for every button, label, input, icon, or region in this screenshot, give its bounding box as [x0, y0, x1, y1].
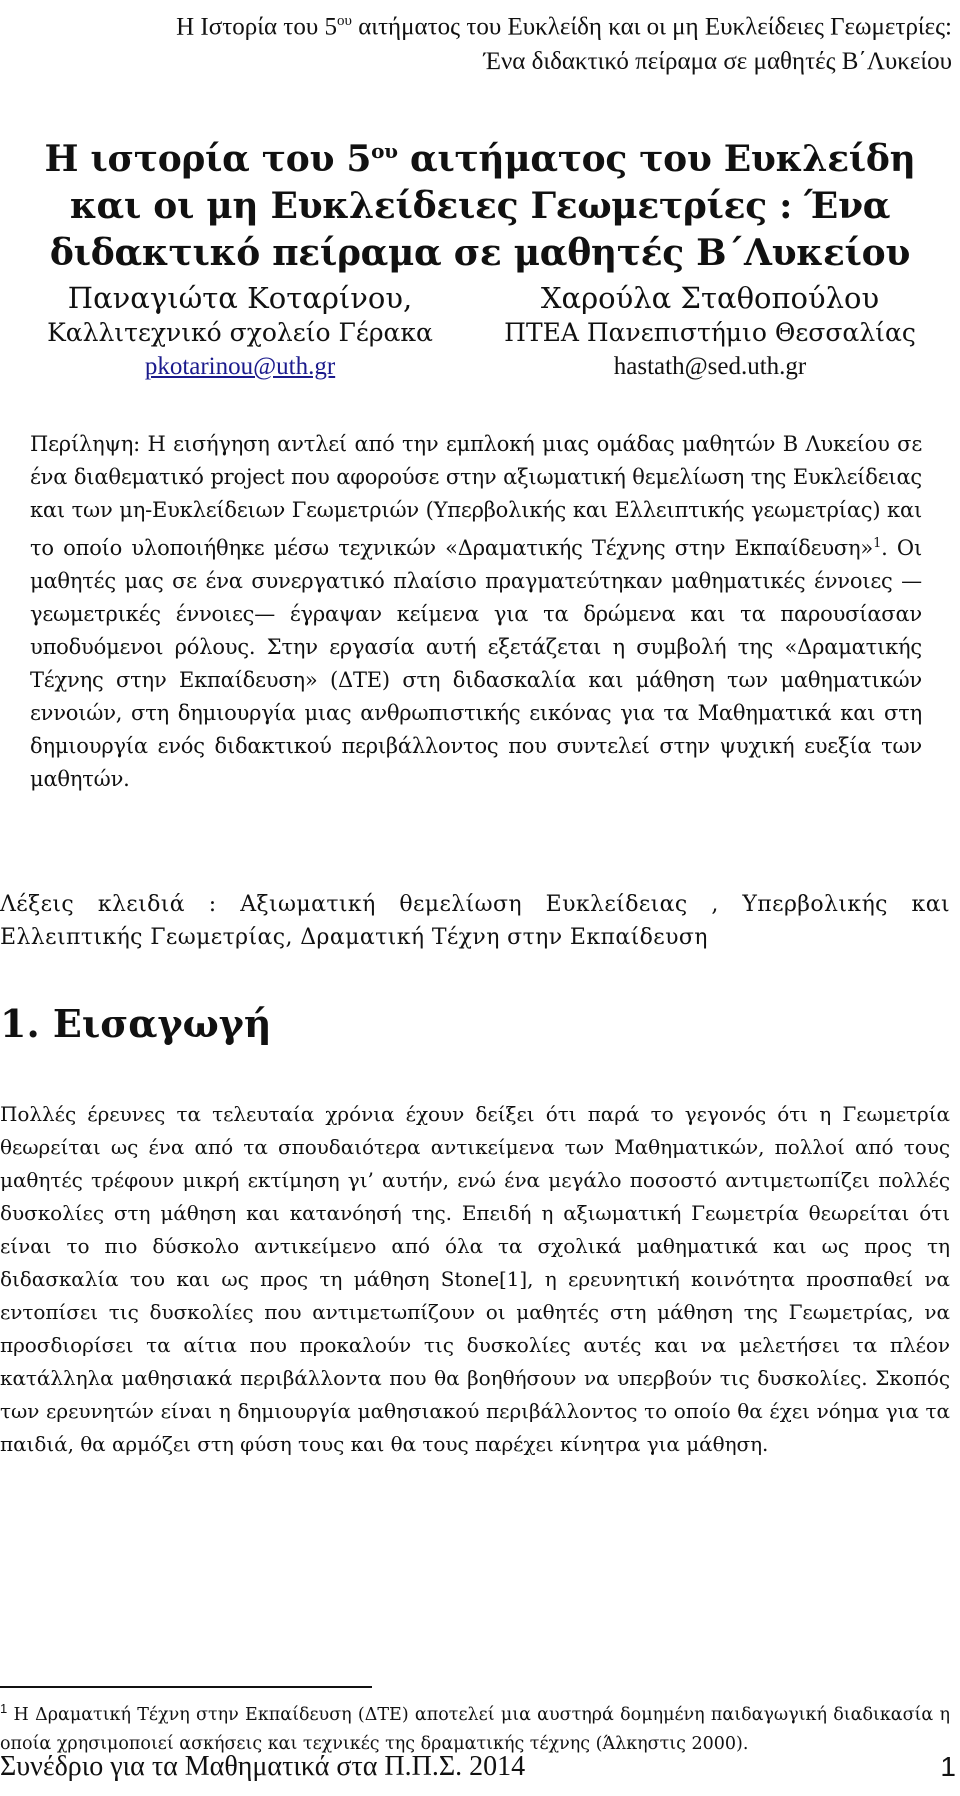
- running-header-line-1: [12, 4, 952, 44]
- footnote-divider: [0, 1686, 372, 1688]
- author-block-1: [20, 280, 460, 384]
- paper-title-text-rest: αιτήματος του Ευκλείδη και οι μη Ευκλείδειες Γεωμετρίες : Ένα διδακτικό πείραμα σε μαθητές Β΄Λυκείου: [49, 138, 916, 274]
- footnote-reference: 1: [873, 536, 882, 551]
- page-number: 1: [940, 1751, 956, 1782]
- author-name: Χαρούλα Σταθοπούλου: [540, 281, 880, 315]
- author-affiliation: ΠΤΕΑ Πανεπιστήμιο Θεσσαλίας: [504, 318, 916, 347]
- running-header-text: Η Ιστορία του 5: [176, 13, 337, 41]
- running-header: [12, 4, 952, 79]
- abstract: [30, 428, 922, 796]
- author-block-2: [490, 280, 930, 384]
- section-heading: 1. Εισαγωγή: [0, 1001, 272, 1046]
- running-header-line-2: Ένα διδακτικό πείραμα σε μαθητές Β΄Λυκείου: [483, 48, 952, 76]
- abstract-text-continued: . Οι μαθητές μας σε ένα συνεργατικό πλαίσιο πραγματεύτηκαν μαθηματικές έννοιες —γεωμετρικές έννοιες— έγραψαν κείμενα για τα δρώμενα και τα παρουσίασαν υποδυόμενοι ρόλους. Στην εργασία αυτή εξετάζεται η συμβολή της «Δραματικής Τέχνης στην Εκπαίδευση» (ΔΤΕ) στη διδασκαλία και μάθηση των μαθηματικών εννοιών, στη δημιουργία μιας ανθρωπιστικής εικόνας για τα Μαθηματικά και στη δημιουργία ενός διδακτικού περιβάλλοντος που συντελεί στην ψυχική ευεξία των μαθητών.: [30, 536, 922, 791]
- footnote-text: Η Δραματική Τέχνη στην Εκπαίδευση (ΔΤΕ) αποτελεί μια αυστηρά δομημένη παιδαγωγική διαδικασία η οποία χρησιμοποιεί ασκήσεις και τεχνικές της δραματικής τέχνης (Άλκηστις 2000).: [0, 1704, 950, 1754]
- author-affiliation: Καλλιτεχνικό σχολείο Γέρακα: [47, 318, 433, 347]
- footer-conference: Συνέδριο για τα Μαθηματικά στα Π.Π.Σ. 2014: [0, 1751, 526, 1782]
- keywords: Λέξεις κλειδιά : Αξιωματική θεμελίωση Ευκλείδειας , Υπερβολικής και Ελλειπτικής Γεωμετρίας, Δραματική Τέχνη στην Εκπαίδευση: [0, 892, 950, 950]
- section-body: Πολλές έρευνες τα τελευταία χρόνια έχουν δείξει ότι παρά το γεγονός ότι η Γεωμετρία θεωρείται ως ένα από τα σπουδαιότερα αντικείμενα των Μαθηματικών, πολλοί από τους μαθητές τρέφουν μικρή εκτίμηση γι’ αυτήν, ενώ ένα μεγάλο ποσοστό αντιμετωπίζει πολλές δυσκολίες στη μάθηση και κατανόησή της. Επειδή η αξιωματική Γεωμετρία θεωρείται ότι είναι το πιο δύσκολο αντικείμενο από όλα τα σχολικά μαθηματικά και ως προς τη διδασκαλία του και ως προς τη μάθηση Stone[1], η ερευνητική κοινότητα προσπαθεί να εντοπίσει τις δυσκολίες που αντιμετωπίζουν οι μαθητές στη μάθηση της Γεωμετρίας, να προσδιορίσει τα αίτια που προκαλούν τις δυσκολίες αυτές και να μελετήσει τα πλέον κατάλληλα μαθησιακά περιβάλλοντα που θα βοηθήσουν να υπερβούν τις δυσκολίες. Σκοπός των ερευνητών είναι η δημιουργία μαθησιακού περιβάλλοντος το οποίο θα έχει νόημα για τα παιδιά, θα αρμόζει στη φύση τους και θα τους παρέχει κίνητρα για μάθηση.: [0, 1102, 950, 1456]
- paper-title: [10, 128, 950, 277]
- running-header-text-rest: αιτήματος του Ευκλείδη και οι μη Ευκλείδειες Γεωμετρίες:: [351, 13, 952, 41]
- footnote-number: 1: [0, 1701, 8, 1716]
- author-name: Παναγιώτα Κοταρίνου,: [67, 281, 413, 315]
- author-email: hastath@sed.uth.gr: [613, 353, 807, 380]
- author-email-link[interactable]: pkotarinou@uth.gr: [144, 353, 336, 380]
- running-header-superscript: ου: [337, 13, 352, 29]
- paper-title-superscript: ου: [371, 139, 398, 163]
- abstract-text: Περίληψη: Η εισήγηση αντλεί από την εμπλοκή μιας ομάδας μαθητών Β Λυκείου σε ένα διαθεματικό project που αφορούσε στην αξιωματική θεμελίωση της Ευκλείδειας και των μη-Ευκλείδειων Γεωμετριών (Υπερβολικής και Ελλειπτικής γεωμετρίας) και το οποίο υλοποιήθηκε μέσω τεχνικών «Δραματικής Τέχνης στην Εκπαίδευση»: [30, 432, 922, 560]
- paper-title-text: Η ιστορία του 5: [44, 138, 372, 180]
